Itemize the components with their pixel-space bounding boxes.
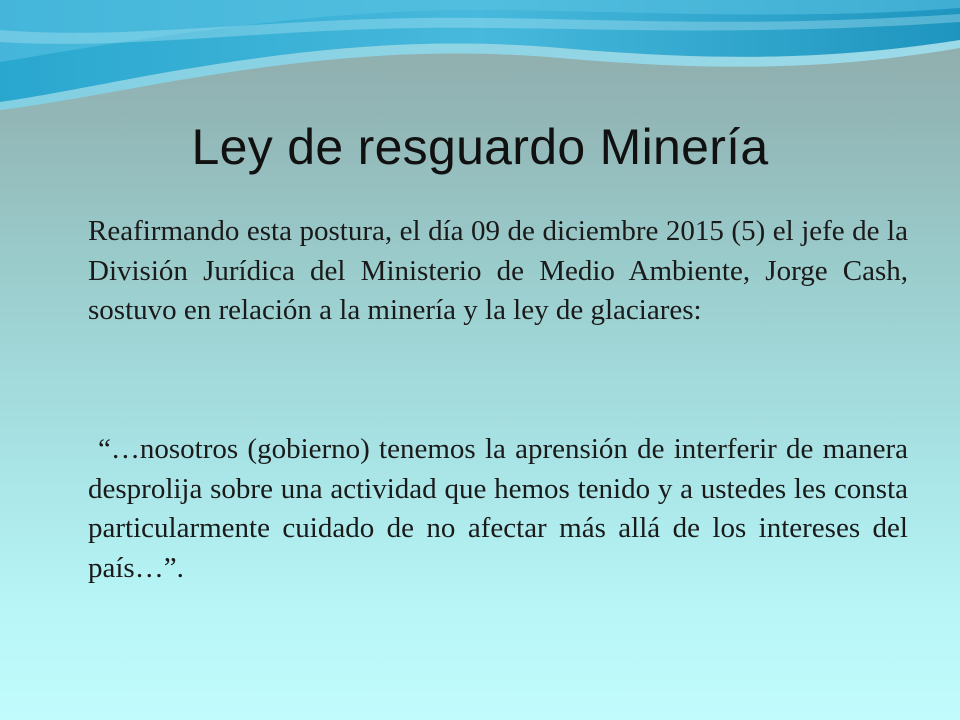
quote-text: “…nosotros (gobierno) tenemos la aprensión de interferir de manera desprolija sobre una actividad que hemos tenido y a ustedes les consta particularmente cuidado de no afectar más allá de los intereses del país…”.: [88, 433, 908, 584]
decorative-wave-banner: [0, 0, 960, 120]
slide-title: Ley de resguardo Minería: [191, 119, 769, 175]
body-paragraph-quote: [88, 430, 908, 588]
body-paragraph-intro: Reafirmando esta postura, el día 09 de diciembre 2015 (5) el jefe de la División Jurídica del Ministerio de Medio Ambiente, Jorge Cash, sostuvo en relación a la minería y la ley de glaciares:: [88, 215, 908, 326]
